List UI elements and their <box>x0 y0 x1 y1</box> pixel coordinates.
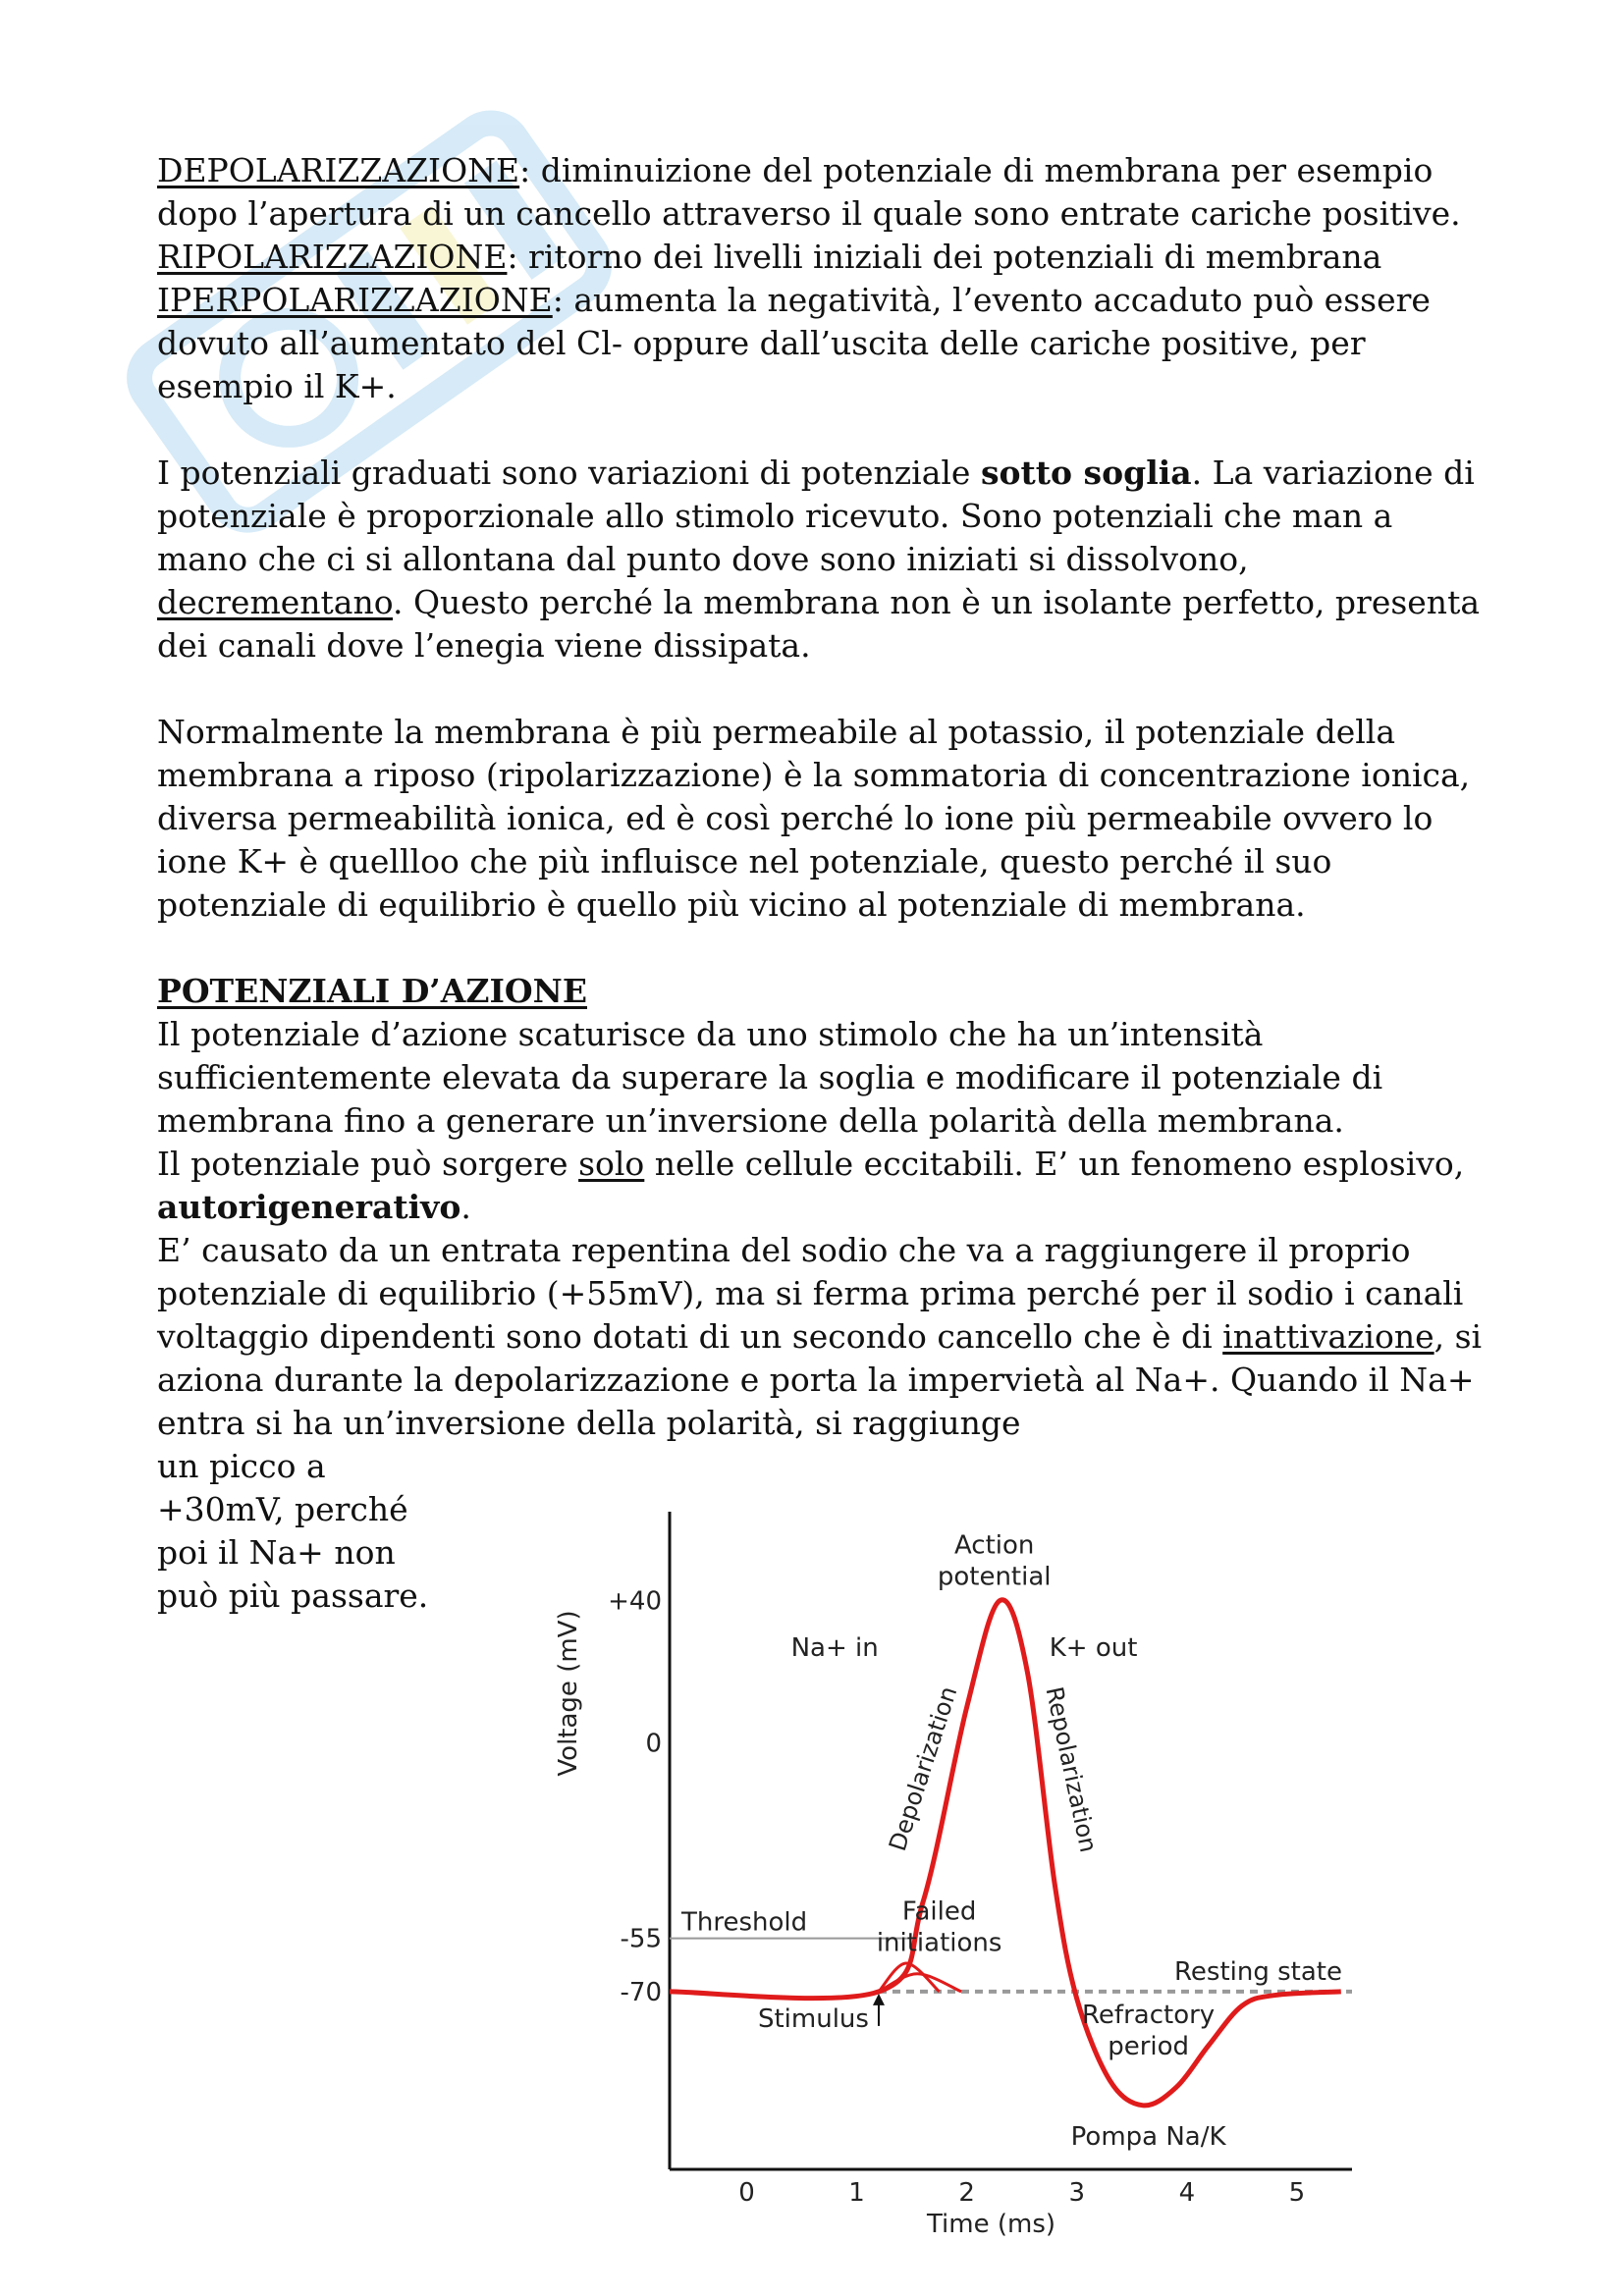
underline-inattivazione: inattivazione <box>1222 1317 1434 1356</box>
annotation-action-potential-1: Action <box>953 1530 1035 1561</box>
term-ripolarizzazione: RIPOLARIZZAZIONE <box>157 238 508 276</box>
text-iperpolarizzazione: : aumenta la negatività, l’evento accaduto può essere dovuto all’aumentato del Cl- oppure dall’uscita delle cariche positive, per esempio il K+. <box>157 281 1431 405</box>
figure-block <box>157 1445 1492 2239</box>
annotation-failed-2: initiations <box>876 1928 1002 1958</box>
x-tick-label: 1 <box>848 2178 865 2208</box>
paragraph-membrana-riposo: Normalmente la membrana è più permeabile al potassio, il potenziale della membrana a riposo (ripolarizzazione) è la sommatoria di concentrazione ionica, diversa permeabilità ionica, ed è così perché lo ione più permeabile ovvero lo ione K+ è quellloo che più influisce nel potenziale, questo perché il suo potenziale di equilibrio è quello più vicino al potenziale di membrana. <box>157 713 1471 924</box>
y-tick-label: +40 <box>608 1586 662 1617</box>
text-ap3-b: , si aziona durante la depolarizzazione e porta la impervietà al Na+. Quando il Na+ entra si ha un’inversione della polarità, si raggiunge <box>157 1317 1483 1442</box>
paragraph-ap-definition: Il potenziale d’azione scaturisce da uno stimolo che ha un’intensità sufficientemente elevata da superare la soglia e modificare il potenziale di membrana fino a generare un’inversione della polarità della membrana. <box>157 1015 1383 1140</box>
paragraph-ap-sodio <box>157 1229 1492 1445</box>
bold-autorigenerativo: autorigenerativo <box>157 1188 461 1226</box>
annotation-k-out: K+ out <box>1049 1632 1138 1663</box>
bold-sotto-soglia: sotto soglia <box>980 454 1192 492</box>
x-tick-label: 5 <box>1288 2178 1306 2208</box>
underline-decrementano: decrementano <box>157 583 393 621</box>
x-tick-label: 4 <box>1178 2178 1196 2208</box>
text-graduati-a: I potenziali graduati sono variazioni di potenziale <box>157 454 981 492</box>
text-ap2-c: . <box>460 1188 471 1226</box>
annotation-refractory-2: period <box>1108 2032 1190 2062</box>
term-iperpolarizzazione: IPERPOLARIZZAZIONE <box>157 281 553 319</box>
x-tick-label: 0 <box>738 2178 755 2208</box>
text-ripolarizzazione: : ritorno dei livelli iniziali dei potenziali di membrana <box>507 238 1382 276</box>
text-ap3-a: E’ causato da un entrata repentina del sodio che va a raggiungere il proprio potenziale di equilibrio (+55mV), ma si ferma prima perché per il sodio i canali voltaggio dipendenti sono dotati di un secondo cancello che è di <box>157 1231 1464 1356</box>
annotation-action-potential-2: potential <box>937 1562 1052 1592</box>
text-graduati-c: . Questo perché la membrana non è un isolante perfetto, presenta dei canali dove l’enegia viene dissipata. <box>157 583 1480 665</box>
paragraph-iperpolarizzazione <box>157 279 1492 408</box>
annotation-stimulus: Stimulus <box>757 2003 869 2034</box>
section-heading: POTENZIALI D’AZIONE <box>157 972 587 1010</box>
x-tick-label: 2 <box>958 2178 975 2208</box>
paragraph-picco: un picco a +30mV, perché poi il Na+ non può più passare. <box>157 1447 429 1615</box>
term-depolarizzazione: DEPOLARIZZAZIONE <box>157 151 520 189</box>
y-tick-label: -70 <box>620 1977 662 2007</box>
annotation-na-in: Na+ in <box>790 1632 879 1663</box>
x-tick-label: 3 <box>1068 2178 1086 2208</box>
annotation-repolarization: Repolarization <box>1040 1683 1103 1855</box>
annotation-pompa: Pompa Na/K <box>1070 2121 1226 2152</box>
y-axis-label: Voltage (mV) <box>554 1610 583 1777</box>
annotation-resting-state: Resting state <box>1174 1956 1342 1987</box>
annotation-threshold: Threshold <box>681 1907 808 1938</box>
text-ap2-b: nelle cellule eccitabili. E’ un fenomeno esplosivo, <box>644 1145 1465 1183</box>
document-body <box>157 149 1492 2239</box>
x-axis-label: Time (ms) <box>926 2210 1056 2239</box>
annotation-failed-1: Failed <box>901 1896 977 1927</box>
text-depolarizzazione: : diminuizione del potenziale di membrana per esempio dopo l’apertura di un cancello attraverso il quale sono entrate cariche positive. <box>157 151 1461 233</box>
paragraph-ap-eccitabili <box>157 1143 1492 1229</box>
text-graduati-b: . La variazione di potenziale è proporzionale allo stimolo ricevuto. Sono potenziali che man a mano che ci si allontana dal punto dove sono iniziati si dissolvono, <box>157 454 1475 578</box>
annotation-refractory-1: Refractory <box>1082 2001 1216 2031</box>
action-potential-chart <box>414 1482 1406 2239</box>
y-tick-label: -55 <box>620 1924 662 1954</box>
y-tick-label: 0 <box>645 1729 662 1759</box>
paragraph-ripolarizzazione <box>157 236 1492 279</box>
paragraph-depolarizzazione <box>157 149 1492 236</box>
paragraph-potenziali-graduati <box>157 452 1492 667</box>
annotation-depolarization: Depolarization <box>883 1682 963 1855</box>
text-ap2-a: Il potenziale può sorgere <box>157 1145 579 1183</box>
underline-solo: solo <box>578 1145 645 1183</box>
